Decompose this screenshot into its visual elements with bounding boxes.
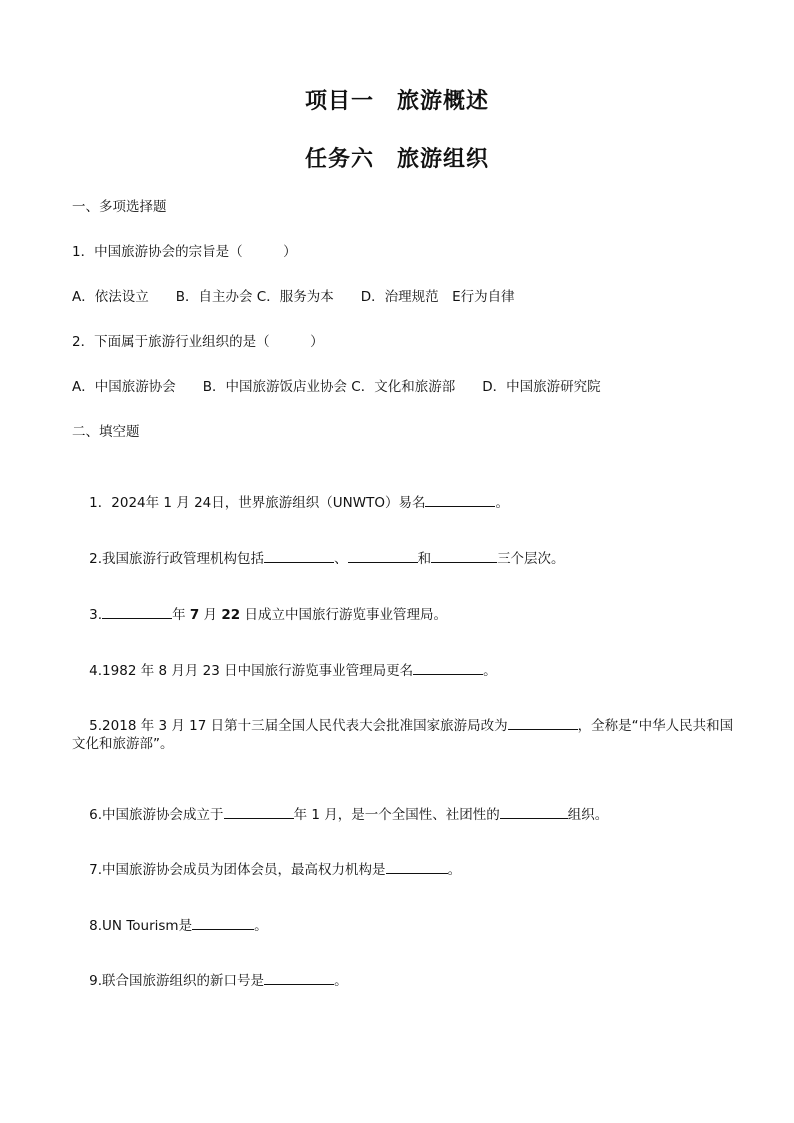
mc-question-2: 2．下面属于旅游行业组织的是（ ） <box>72 334 324 350</box>
fill-q1-end: 。 <box>495 495 509 511</box>
fill-q3-day: 22 <box>221 607 241 623</box>
fill-q3-mid2: 月 <box>199 607 222 623</box>
fill-question-6 <box>72 786 608 842</box>
fill-q5-text: 5.2018 年 3 月 17 日第十三届全国人民代表大会批准国家旅游局改为 <box>89 718 508 734</box>
fill-q2-sep2: 和 <box>417 551 432 567</box>
fill-q8-end: 。 <box>254 918 268 934</box>
fill-q6-text: 6.中国旅游协会成立于 <box>89 807 224 823</box>
fill-question-4 <box>72 642 497 698</box>
fill-question-9 <box>72 952 348 1008</box>
fill-q3-mid1: 年 <box>172 607 190 623</box>
fill-q7-end: 。 <box>447 862 462 878</box>
answer-blank[interactable] <box>224 804 294 819</box>
fill-q4-text: 4.1982 年 8 月月 23 日中国旅行游览事业管理局更名 <box>89 663 414 679</box>
fill-question-2 <box>72 530 565 586</box>
mc-question-1-options: A．依法设立 B．自主办会 C．服务为本 D．治理规范 E行为自律 <box>72 289 515 305</box>
fill-q8-text: 8.UN Tourism是 <box>89 918 193 934</box>
answer-blank[interactable] <box>192 915 254 930</box>
answer-blank[interactable] <box>348 548 418 563</box>
project-title: 项目一 旅游概述 <box>304 89 489 114</box>
fill-q4-end: 。 <box>483 663 497 679</box>
fill-question-3 <box>72 586 447 642</box>
answer-blank[interactable] <box>500 804 568 819</box>
mc-question-1: 1．中国旅游协会的宗旨是（ ） <box>72 244 297 260</box>
answer-blank[interactable] <box>425 492 495 507</box>
fill-q2-sep1: 、 <box>334 551 348 567</box>
fill-q2-end: 三个层次。 <box>497 551 565 567</box>
fill-q2-text: 2.我国旅游行政管理机构包括 <box>89 551 265 567</box>
fill-q5-after: ，全称是“中华人民共和国 <box>577 718 734 734</box>
fill-q3-month: 7 <box>189 607 200 623</box>
answer-blank[interactable] <box>264 970 334 985</box>
fill-q6-mid: 年 1 月，是一个全国性、社团性的 <box>293 807 500 823</box>
fill-q9-end: 。 <box>334 973 348 989</box>
answer-blank[interactable] <box>386 859 448 874</box>
answer-blank[interactable] <box>508 715 578 730</box>
answer-blank[interactable] <box>431 548 497 563</box>
section-heading-fill-in: 二、填空题 <box>72 424 140 440</box>
fill-q9-text: 9.联合国旅游组织的新口号是 <box>89 973 265 989</box>
fill-q3-text: 3. <box>89 607 103 623</box>
answer-blank[interactable] <box>264 548 334 563</box>
fill-question-1 <box>72 474 509 530</box>
fill-question-8 <box>72 897 268 953</box>
fill-q6-end: 组织。 <box>567 807 609 823</box>
fill-q1-text: 1．2024年 1 月 24日，世界旅游组织（UNWTO）易名 <box>89 495 426 511</box>
task-title: 任务六 旅游组织 <box>304 147 489 172</box>
answer-blank[interactable] <box>413 660 483 675</box>
answer-blank[interactable] <box>102 604 172 619</box>
fill-q7-text: 7.中国旅游协会成员为团体会员，最高权力机构是 <box>89 862 386 878</box>
fill-question-5-continued: 文化和旅游部”。 <box>72 736 174 752</box>
fill-question-7 <box>72 841 461 897</box>
fill-q3-end: 日成立中国旅行游览事业管理局。 <box>240 607 447 623</box>
section-heading-multiple-choice: 一、多项选择题 <box>72 199 167 215</box>
mc-question-2-options: A．中国旅游协会 B．中国旅游饭店业协会 C．文化和旅游部 D．中国旅游研究院 <box>72 379 601 395</box>
